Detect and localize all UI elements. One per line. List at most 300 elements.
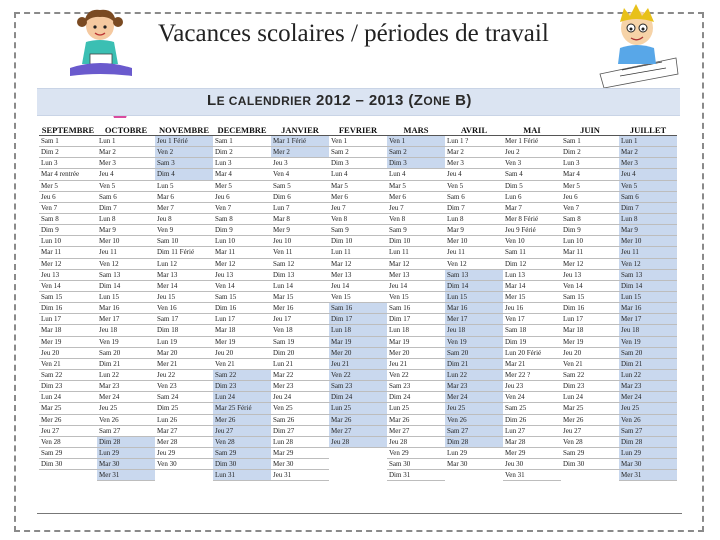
day-cell: Lun 29: [97, 448, 155, 459]
page-title: Vacances scolaires / périodes de travail: [158, 20, 549, 47]
month-column-juillet: [619, 125, 677, 481]
day-cell: Lun 7: [271, 203, 329, 214]
day-cell: Lun 12: [155, 259, 213, 270]
day-cell: Sam 26: [271, 415, 329, 426]
day-cell: Dim 7: [619, 203, 677, 214]
day-cell: Ven 28: [213, 437, 271, 448]
day-cell: Sam 8: [39, 214, 97, 225]
day-cell: Lun 5: [155, 181, 213, 192]
day-cell: Mar 30: [445, 459, 503, 470]
day-cell: Mer 24: [97, 392, 155, 403]
day-cell: Sam 27: [445, 426, 503, 437]
day-cell: Ven 19: [97, 337, 155, 348]
day-cell: Dim 28: [445, 437, 503, 448]
day-cell: Sam 27: [97, 426, 155, 437]
month-column-mars: [387, 125, 445, 481]
day-cell: Mer 17: [97, 314, 155, 325]
day-cell: Dim 27: [271, 426, 329, 437]
day-cell: Lun 3: [213, 158, 271, 169]
day-cell: Jeu 21: [329, 359, 387, 370]
day-cell: Ven 21: [561, 359, 619, 370]
day-cell: Jeu 18: [445, 325, 503, 336]
day-cell: Jeu 11: [97, 247, 155, 258]
day-cell: Sam 2: [387, 147, 445, 158]
day-cell: Dim 3: [387, 158, 445, 169]
day-cell: Ven 5: [619, 181, 677, 192]
day-cell: Sam 13: [619, 270, 677, 281]
day-cell: Mer 12: [39, 259, 97, 270]
day-cell: Mar 4: [213, 169, 271, 180]
day-cell: Jeu 6: [561, 192, 619, 203]
day-cell: Lun 14: [271, 281, 329, 292]
day-cell: Sam 4: [503, 169, 561, 180]
day-cell: Mar 5: [387, 181, 445, 192]
day-cell: Dim 3: [329, 158, 387, 169]
day-cell: Mar 23: [619, 381, 677, 392]
day-cell: Mer 19: [39, 337, 97, 348]
day-cell: Mar 9: [619, 225, 677, 236]
day-cell: Sam 20: [97, 348, 155, 359]
day-cell: Mar 27: [155, 426, 213, 437]
day-cell: Jeu 13: [39, 270, 97, 281]
day-cell: Ven 1: [329, 136, 387, 147]
day-cell: Dim 18: [155, 325, 213, 336]
day-cell: Ven 9: [155, 225, 213, 236]
day-cell: Mar 11: [561, 247, 619, 258]
day-cell: Jeu 10: [271, 236, 329, 247]
heading-zone: ONE: [423, 94, 451, 108]
day-cell: Sam 20: [445, 348, 503, 359]
month-header: FEVRIER: [329, 125, 387, 136]
month-header: MARS: [387, 125, 445, 136]
day-cell: Sam 22: [561, 370, 619, 381]
day-cell: Mer 3: [445, 158, 503, 169]
day-cell: Sam 15: [213, 292, 271, 303]
day-cell: Mar 16: [445, 303, 503, 314]
day-cell: Mer 12: [213, 259, 271, 270]
day-cell: Jeu 25: [97, 403, 155, 414]
day-cell: Mer 12: [561, 259, 619, 270]
day-cell: Jeu 16: [503, 303, 561, 314]
month-header: JUILLET: [619, 125, 677, 136]
day-cell: Jeu 21: [387, 359, 445, 370]
heading-calendrier: E CALENDRIER: [216, 94, 312, 108]
day-cell: Dim 25: [155, 403, 213, 414]
day-cell: Lun 10: [213, 236, 271, 247]
month-header: NOVEMBRE: [155, 125, 213, 136]
day-cell: Jeu 17: [271, 314, 329, 325]
day-cell: Mer 13: [329, 270, 387, 281]
day-cell: Dim 6: [271, 192, 329, 203]
day-cell: Sam 2: [329, 147, 387, 158]
day-cell: Dim 16: [213, 303, 271, 314]
day-cell: Mar 25 Férié: [213, 403, 271, 414]
day-cell: Mar 18: [39, 325, 97, 336]
day-cell: Sam 15: [39, 292, 97, 303]
month-header: MAI: [503, 125, 561, 136]
day-cell: Sam 29: [561, 448, 619, 459]
day-cell: Ven 28: [561, 437, 619, 448]
heading-zone-b: B): [455, 92, 472, 109]
day-cell: Ven 21: [39, 359, 97, 370]
day-cell: Mar 25: [561, 403, 619, 414]
day-cell: Mar 25: [39, 403, 97, 414]
day-cell: Mar 4 rentrée: [39, 169, 97, 180]
day-cell: Ven 7: [39, 203, 97, 214]
calendar-heading: [207, 92, 472, 109]
day-cell: Dim 24: [329, 392, 387, 403]
day-cell: Sam 20: [619, 348, 677, 359]
day-cell: Dim 24: [387, 392, 445, 403]
day-cell: Sam 23: [387, 381, 445, 392]
day-cell: Mer 5: [561, 181, 619, 192]
day-cell: Ven 23: [155, 381, 213, 392]
day-cell: Ven 5: [445, 181, 503, 192]
day-cell: Mar 13: [155, 270, 213, 281]
day-cell: Sam 8: [213, 214, 271, 225]
day-cell: Sam 13: [97, 270, 155, 281]
day-cell: Dim 2: [213, 147, 271, 158]
boy-writing-icon: [592, 2, 682, 88]
day-cell: Mer 30: [271, 459, 329, 470]
day-cell: Mar 26: [329, 415, 387, 426]
day-cell: Sam 22: [39, 370, 97, 381]
day-cell: Jeu 18: [97, 325, 155, 336]
day-cell: Ven 26: [619, 415, 677, 426]
day-cell: Sam 1: [561, 136, 619, 147]
day-cell: Mar 18: [561, 325, 619, 336]
day-cell: Dim 16: [561, 303, 619, 314]
day-cell: Jeu 25: [619, 403, 677, 414]
day-cell: Dim 17: [329, 314, 387, 325]
day-cell: Dim 7: [97, 203, 155, 214]
day-cell: Mer 3: [97, 158, 155, 169]
day-cell: Lun 31: [213, 470, 271, 481]
day-cell: Mar 11: [213, 247, 271, 258]
day-cell: Lun 10: [561, 236, 619, 247]
day-cell: Lun 27: [503, 426, 561, 437]
bottom-rule: [37, 513, 682, 514]
month-column-fevrier: [329, 125, 387, 481]
day-cell: Lun 18: [387, 325, 445, 336]
day-cell: Mer 1 Férié: [503, 136, 561, 147]
day-cell: Ven 21: [213, 359, 271, 370]
day-cell: Sam 1: [213, 136, 271, 147]
day-cell: Dim 23: [39, 381, 97, 392]
day-cell: Ven 22: [329, 370, 387, 381]
day-cell: Dim 19: [503, 337, 561, 348]
day-cell: Mar 12: [329, 259, 387, 270]
day-cell: Lun 8: [619, 214, 677, 225]
day-cell: Dim 4: [155, 169, 213, 180]
day-cell: Dim 23: [561, 381, 619, 392]
day-cell: Mar 11: [39, 247, 97, 258]
day-cell: Dim 14: [445, 281, 503, 292]
day-cell: Lun 1: [619, 136, 677, 147]
day-cell: Mer 19: [213, 337, 271, 348]
month-column-avril: [445, 125, 503, 481]
day-cell: Mer 29: [503, 448, 561, 459]
day-cell: Mar 15: [271, 292, 329, 303]
day-cell: Ven 19: [445, 337, 503, 348]
day-cell: Lun 4: [329, 169, 387, 180]
day-cell: Jeu 7: [387, 203, 445, 214]
day-cell: Mar 30: [619, 459, 677, 470]
day-cell: Lun 24: [561, 392, 619, 403]
day-cell: Jeu 4: [97, 169, 155, 180]
month-header: JANVIER: [271, 125, 329, 136]
day-cell: Jeu 23: [503, 381, 561, 392]
day-cell: Lun 29: [619, 448, 677, 459]
day-cell: Mar 22: [271, 370, 329, 381]
day-cell: Mar 6: [155, 192, 213, 203]
day-cell: Ven 30: [155, 459, 213, 470]
day-cell: Ven 18: [271, 325, 329, 336]
day-cell: Lun 3: [561, 158, 619, 169]
month-column-janvier: [271, 125, 329, 481]
day-cell: Mar 14: [503, 281, 561, 292]
day-cell: Sam 12: [271, 259, 329, 270]
day-cell: Mar 12: [387, 259, 445, 270]
day-cell: Lun 18: [329, 325, 387, 336]
day-cell: Dim 9: [561, 225, 619, 236]
day-cell: Ven 12: [619, 259, 677, 270]
day-cell: Mer 21: [155, 359, 213, 370]
day-cell: Mer 26: [213, 415, 271, 426]
day-cell: Mer 6: [387, 192, 445, 203]
month-column-septembre: [39, 125, 97, 481]
day-cell: Sam 19: [271, 337, 329, 348]
day-cell: Mar 16: [619, 303, 677, 314]
day-cell: Ven 8: [329, 214, 387, 225]
day-cell: Jeu 7: [329, 203, 387, 214]
day-cell: Jeu 9 Férié: [503, 225, 561, 236]
day-cell: Mer 2: [271, 147, 329, 158]
day-cell: Lun 15: [97, 292, 155, 303]
day-cell: Dim 23: [213, 381, 271, 392]
day-cell: Jeu 22: [155, 370, 213, 381]
day-cell: Jeu 14: [329, 281, 387, 292]
day-cell: Jeu 6: [213, 192, 271, 203]
day-cell: Mer 23: [271, 381, 329, 392]
day-cell: Lun 6: [503, 192, 561, 203]
day-cell: Lun 26: [155, 415, 213, 426]
day-cell: Dim 11 Férié: [155, 247, 213, 258]
day-cell: Lun 11: [329, 247, 387, 258]
day-cell: Mer 28: [155, 437, 213, 448]
day-cell: Sam 9: [329, 225, 387, 236]
day-cell: Sam 24: [155, 392, 213, 403]
day-cell: Dim 9: [213, 225, 271, 236]
day-cell: Sam 15: [561, 292, 619, 303]
day-cell: Mer 15: [503, 292, 561, 303]
day-cell: Ven 5: [97, 181, 155, 192]
day-cell: Mer 17: [445, 314, 503, 325]
day-cell: Jeu 18: [619, 325, 677, 336]
day-cell: Jeu 8: [155, 214, 213, 225]
day-cell: Dim 5: [503, 181, 561, 192]
day-cell: Lun 22: [619, 370, 677, 381]
day-cell: Mer 19: [561, 337, 619, 348]
day-cell: Lun 8: [97, 214, 155, 225]
month-column-mai: [503, 125, 561, 481]
day-cell: Dim 28: [97, 437, 155, 448]
day-cell: Sam 25: [503, 403, 561, 414]
day-cell: Mer 26: [561, 415, 619, 426]
girl-reading-icon: [60, 6, 150, 86]
day-cell: Ven 14: [213, 281, 271, 292]
day-cell: Jeu 14: [387, 281, 445, 292]
day-cell: Mar 16: [97, 303, 155, 314]
day-cell: Mer 5: [39, 181, 97, 192]
day-cell: Jeu 11: [619, 247, 677, 258]
day-cell: Jeu 2: [503, 147, 561, 158]
day-cell: Sam 11: [503, 247, 561, 258]
day-cell: Mar 2: [619, 147, 677, 158]
day-cell: Jeu 13: [561, 270, 619, 281]
heading-years: 2012 – 2013: [315, 92, 404, 109]
day-cell: Lun 17: [39, 314, 97, 325]
day-cell: Mar 4: [561, 169, 619, 180]
day-cell: Lun 1: [97, 136, 155, 147]
day-cell: Jeu 27: [561, 426, 619, 437]
day-cell: Mar 5: [329, 181, 387, 192]
day-cell: Sam 1: [39, 136, 97, 147]
day-cell: Ven 24: [503, 392, 561, 403]
day-cell: Mer 8 Férié: [503, 214, 561, 225]
day-cell: Jeu 4: [619, 169, 677, 180]
day-cell: Lun 25: [387, 403, 445, 414]
day-cell: Dim 10: [329, 236, 387, 247]
day-cell: Dim 26: [503, 415, 561, 426]
day-cell: Mar 19: [329, 337, 387, 348]
day-cell: Mar 23: [445, 381, 503, 392]
day-cell: Jeu 29: [155, 448, 213, 459]
day-cell: Sam 6: [445, 192, 503, 203]
day-cell: Sam 22: [213, 370, 271, 381]
day-cell: Ven 15: [329, 292, 387, 303]
day-cell: Lun 25: [329, 403, 387, 414]
month-header: SEPTEMBRE: [39, 125, 97, 136]
day-cell: Dim 30: [39, 459, 97, 470]
day-cell: Lun 29: [445, 448, 503, 459]
day-cell: Jeu 1 Férié: [155, 136, 213, 147]
month-column-decembre: [213, 125, 271, 481]
day-cell: Mer 3: [619, 158, 677, 169]
day-cell: Lun 15: [619, 292, 677, 303]
day-cell: Ven 8: [387, 214, 445, 225]
day-cell: Dim 30: [213, 459, 271, 470]
day-cell: Lun 24: [213, 392, 271, 403]
heading-zone-open: (Z: [408, 92, 424, 109]
day-cell: Ven 10: [503, 236, 561, 247]
day-cell: Jeu 31: [271, 470, 329, 481]
day-cell: Sam 23: [329, 381, 387, 392]
day-cell: Jeu 25: [445, 403, 503, 414]
day-cell: Mar 29: [271, 448, 329, 459]
day-cell: Lun 15: [445, 292, 503, 303]
day-cell: Ven 11: [271, 247, 329, 258]
month-header: AVRIL: [445, 125, 503, 136]
day-cell: Sam 3: [155, 158, 213, 169]
day-cell: Mer 17: [619, 314, 677, 325]
day-cell: Ven 17: [503, 314, 561, 325]
day-cell: Mer 9: [271, 225, 329, 236]
day-cell: Lun 17: [213, 314, 271, 325]
day-cell: Jeu 11: [445, 247, 503, 258]
day-cell: Mer 6: [329, 192, 387, 203]
day-cell: Mar 20: [155, 348, 213, 359]
day-cell: Jeu 20: [39, 348, 97, 359]
day-cell: Lun 19: [155, 337, 213, 348]
day-cell: Ven 26: [97, 415, 155, 426]
day-cell: Sam 17: [155, 314, 213, 325]
day-cell: Mer 24: [619, 392, 677, 403]
day-cell: Dim 28: [619, 437, 677, 448]
day-cell: Sam 29: [213, 448, 271, 459]
day-cell: Mer 10: [619, 236, 677, 247]
day-cell: Mar 18: [213, 325, 271, 336]
day-cell: Dim 7: [445, 203, 503, 214]
day-cell: Dim 31: [387, 470, 445, 481]
day-cell: Mer 13: [387, 270, 445, 281]
day-cell: Mer 27: [329, 426, 387, 437]
day-cell: Mer 20: [387, 348, 445, 359]
day-cell: Dim 21: [619, 359, 677, 370]
day-cell: Jeu 30: [503, 459, 561, 470]
day-cell: Lun 1 ?: [445, 136, 503, 147]
month-column-octobre: [97, 125, 155, 481]
day-cell: Mar 2: [97, 147, 155, 158]
day-cell: Lun 10: [39, 236, 97, 247]
day-cell: Mer 24: [445, 392, 503, 403]
day-cell: Mar 30: [97, 459, 155, 470]
day-cell: Mar 28: [503, 437, 561, 448]
day-cell: Dim 21: [97, 359, 155, 370]
day-cell: Sam 30: [387, 459, 445, 470]
day-cell: Lun 8: [445, 214, 503, 225]
day-cell: Sam 8: [561, 214, 619, 225]
day-cell: Dim 9: [39, 225, 97, 236]
day-cell: Lun 22: [445, 370, 503, 381]
day-cell: Dim 30: [561, 459, 619, 470]
day-cell: Mar 19: [387, 337, 445, 348]
day-cell: Jeu 20: [213, 348, 271, 359]
day-cell: Mer 10: [97, 236, 155, 247]
day-cell: Jeu 4: [445, 169, 503, 180]
day-cell: Sam 16: [329, 303, 387, 314]
day-cell: Ven 14: [39, 281, 97, 292]
day-cell: Mar 7: [503, 203, 561, 214]
day-cell: Ven 15: [387, 292, 445, 303]
day-cell: Dim 12: [503, 259, 561, 270]
day-cell: Dim 2: [39, 147, 97, 158]
day-cell: Sam 16: [387, 303, 445, 314]
day-cell: Jeu 28: [387, 437, 445, 448]
day-cell: Mer 16: [271, 303, 329, 314]
day-cell: Sam 5: [271, 181, 329, 192]
day-cell: Ven 28: [39, 437, 97, 448]
day-cell: Mer 27: [387, 426, 445, 437]
day-cell: Ven 31: [503, 470, 561, 481]
day-cell: Dim 21: [445, 359, 503, 370]
day-cell: Sam 9: [387, 225, 445, 236]
day-cell: Ven 16: [155, 303, 213, 314]
day-cell: Lun 11: [387, 247, 445, 258]
day-cell: Jeu 3: [271, 158, 329, 169]
day-cell: Mer 31: [97, 470, 155, 481]
day-cell: Mer 10: [445, 236, 503, 247]
